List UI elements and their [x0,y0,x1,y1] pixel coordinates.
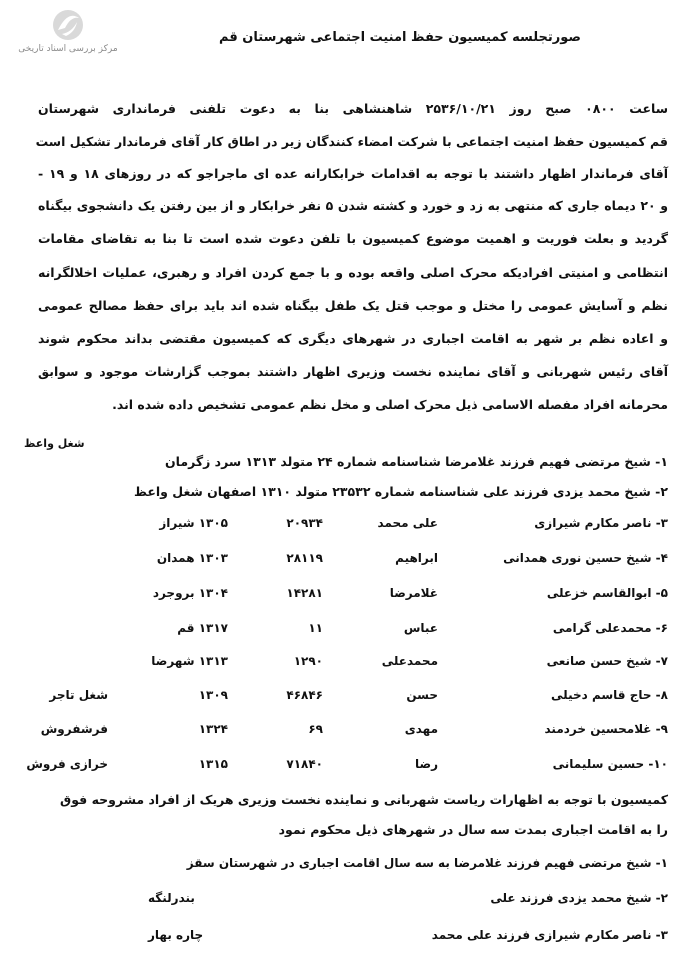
person-name: ۹- غلامحسین خردمند [544,722,668,736]
exile-place: چاره بهار [148,928,204,942]
person-name: ۴- شیخ حسین نوری همدانی [503,551,668,565]
occupation: فرشفروش [40,722,108,736]
decision-line: را به اقامت اجباری بمدت سه سال در شهرهای ذیل محکوم نمود [278,822,668,837]
list-item: ۱- شیخ مرتضی فهیم فرزند غلامرضا شناسنامه شماره ۲۴ متولد ۱۳۱۳ سرد زگرمان [164,454,668,469]
sentence-row [28,928,668,948]
id-number: ۱۲۹۰ [293,654,323,668]
father-name: رضا [414,757,438,771]
sentence-text: ۱- شیخ مرتضی فهیم فرزند غلامرضا به سه سال اقامت اجباری در شهرستان سقز [186,856,668,870]
sentence-text: ۳- ناصر مکارم شیرازی فرزند علی محمد [431,928,668,942]
table-row [28,722,668,742]
body-line: قم کمیسیون حفظ امنیت اجتماعی با شرکت امضاء کنندگان زیر در اطاق کار آقای فرماندار تشکیل است [35,134,668,149]
exile-place: بندرلنگه [148,891,195,905]
body-line: انتظامی و امنیتی افرادیکه محرک اصلی واقعه بوده و با جمع کردن افراد و رهبری، عملیات اخلالگرانه [38,265,668,280]
id-number: ۴۶۸۴۶ [286,688,323,702]
person-name: ۶- محمدعلی گرامی [552,621,668,635]
id-number: ۱۱ [308,621,323,635]
person-name: ۵- ابوالقاسم خزعلی [546,586,668,600]
occupation: شغل تاجر [49,688,108,702]
decision-line: کمیسیون با توجه به اظهارات ریاست شهربانی و نماینده نخست وزیری هریک از افراد مشروحه فوق [60,792,668,807]
table-row [28,654,668,674]
person-name: ۷- شیخ حسن صانعی [546,654,668,668]
birth-place: ۱۳۰۵ شیراز [159,516,228,530]
body-line: و ۲۰ دیماه جاری که منتهی به زد و خورد و کشته شدن ۵ نفر خرابکار و از بین رفتن یک دانشجوی بیگناه [38,198,668,213]
list-item: ۲- شیخ محمد یزدی فرزند علی شناسنامه شماره ۲۳۵۳۲ متولد ۱۳۱۰ اصفهان شغل واعظ [133,484,668,499]
sentence-text: ۲- شیخ محمد یزدی فرزند علی [490,891,668,905]
id-number: ۱۴۲۸۱ [286,586,323,600]
father-name: مهدی [404,722,438,736]
person-name: ۱۰- حسین سلیمانی [552,757,668,771]
table-row [28,688,668,708]
body-line: گردید و بعلت فوریت و اهمیت موضوع کمیسیون با تلفن دعوت شده است تا بنا به تقاضای مقامات [38,231,668,246]
person-name: ۸- حاج قاسم دخیلی [551,688,668,702]
table-row [28,551,668,571]
sentence-row [28,891,668,911]
id-number: ۶۹ [308,722,323,736]
person-name: ۳- ناصر مکارم شیرازی [534,516,668,530]
body-line: نظم و آسایش عمومی را مختل و موجب قتل یک طفل بیگناه شده اند باید برای حفظ مصالح عمومی [38,298,668,313]
archive-logo-text: مرکز بررسی اسناد تاریخی [18,44,118,54]
entry-1-note: شغل واعظ [24,437,85,450]
birth-place: ۱۳۱۷ قم [177,621,228,635]
father-name: غلامرضا [389,586,438,600]
birth-place: ۱۳۰۳ همدان [156,551,228,565]
body-line: و اعاده نظم بر شهر به اقامت اجباری در شهرهای دیگری که کمیسیون مقتضی بداند محکوم شوند [38,331,668,346]
archive-logo-icon [48,8,88,42]
birth-place: ۱۳۱۳ شهرضا [151,654,228,668]
id-number: ۷۱۸۴۰ [286,757,323,771]
table-row [28,516,668,536]
birth-place: ۱۳۱۵ [198,757,228,771]
birth-place: ۱۳۰۹ [198,688,228,702]
id-number: ۲۰۹۳۴ [286,516,323,530]
archive-logo [14,8,122,68]
father-name: محمدعلی [381,654,438,668]
birth-place: ۱۳۲۴ [198,722,228,736]
occupation: خرازی فروش [26,757,108,771]
father-name: عباس [403,621,438,635]
id-number: ۲۸۱۱۹ [286,551,323,565]
body-line: آقای رئیس شهربانی و آقای نماینده نخست وزیری اظهار داشتند بموجب گزارشات موجود و سوابق [38,364,668,379]
body-line: ساعت ۰۸۰۰ صبح روز ۲۵۳۶/۱۰/۲۱ شاهنشاهی بنا به دعوت تلفنی فرمانداری شهرستان [38,101,668,116]
body-line: آقای فرماندار اظهار داشتند با توجه به اقدامات خرابکارانه عده ای ماجراجو که در روزهای ۱۸ و ۱۹ - [38,166,668,181]
father-name: ابراهیم [395,551,438,565]
body-line: محرمانه افراد مفصله الاسامی ذیل محرک اصلی و مخل نظم عمومی تشخیص داده شده اند. [112,397,668,412]
father-name: حسن [406,688,438,702]
father-name: علی محمد [377,516,438,530]
table-row [28,586,668,606]
table-row [28,621,668,641]
document-title: صورتجلسه کمیسیون حفظ امنیت اجتماعی شهرستان قم [219,30,581,45]
sentence-row [28,856,668,876]
birth-place: ۱۳۰۴ بروجرد [152,586,228,600]
table-row [28,757,668,777]
